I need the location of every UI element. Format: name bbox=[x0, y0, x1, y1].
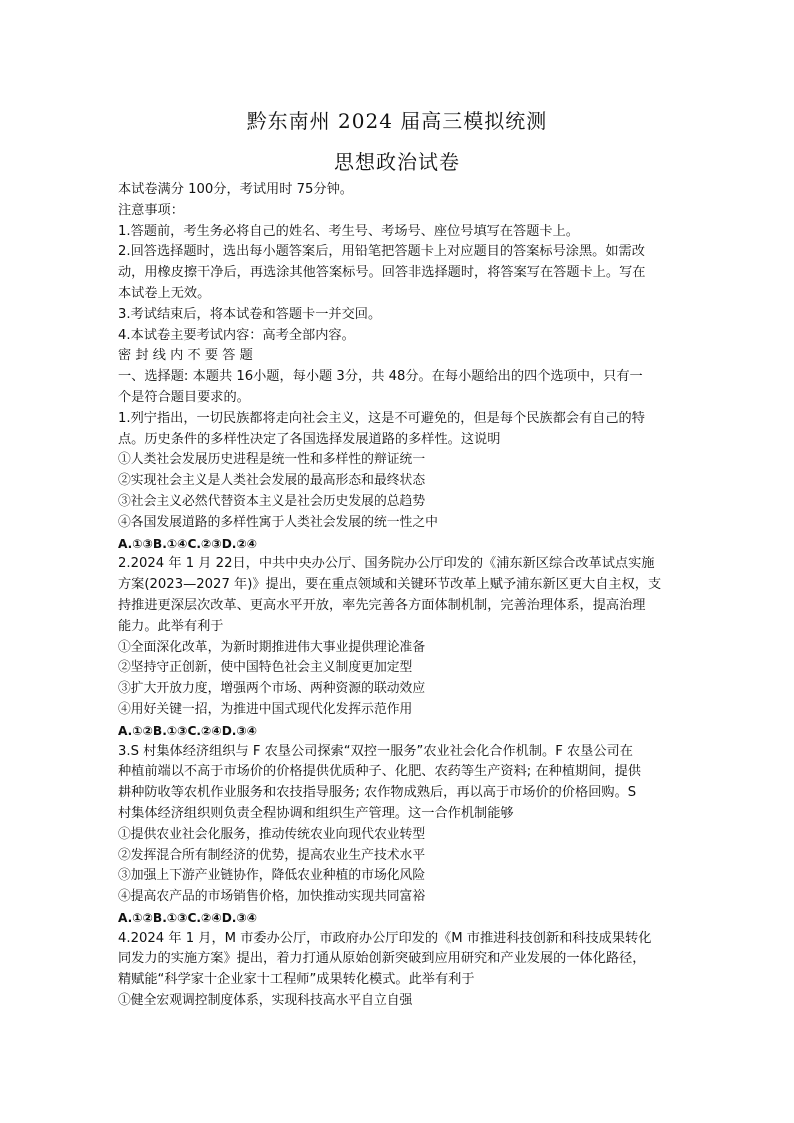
instruction-line: 本试卷满分 100分，考试用时 75分钟。 bbox=[118, 182, 353, 197]
question-option: ②实现社会主义是人类社会发展的最高形态和最终状态 bbox=[118, 473, 426, 489]
question-stem: 同发力的实施方案》提出，着力打通从原始创新突破到应用研究和产业发展的一体化路径， bbox=[118, 951, 646, 967]
exam-title: 黔东南州 2024 届高三模拟统测 bbox=[246, 109, 548, 133]
question-stem: 点。历史条件的多样性决定了各国选择发展道路的多样性。这说明 bbox=[118, 431, 501, 447]
instruction-line: 本试卷上无效。 bbox=[118, 285, 211, 301]
answer-choices: A.①②B.①③C.②④D.③④ bbox=[118, 723, 258, 738]
exam-body bbox=[118, 180, 678, 1012]
question-option: ③扩大开放力度，增强两个市场、两种资源的联动效应 bbox=[118, 681, 426, 697]
section-line: 个是符合题目要求的。 bbox=[118, 389, 250, 405]
question-option: ①健全宏观调控制度体系，实现科技高水平自立自强 bbox=[118, 993, 413, 1009]
question-stem: 种植前端以不高于市场价的价格提供优质种子、化肥、农药等生产资料; 在种植期间，提供 bbox=[118, 764, 641, 780]
question-option: ①人类社会发展历史进程是统一性和多样性的辩证统一 bbox=[118, 452, 426, 468]
section-heading bbox=[118, 367, 678, 409]
question-option: ①提供农业社会化服务，推动传统农业向现代农业转型 bbox=[118, 826, 426, 842]
question-option: ④各国发展道路的多样性寓于人类社会发展的统一性之中 bbox=[118, 514, 438, 530]
question-stem: 3.S 村集体经济组织与 F 农垦公司探索“双控一服务”农业社会化合作机制。F 农垦公司在 bbox=[118, 743, 633, 759]
question-stem: 精赋能“科学家十企业家十工程师”成果转化模式。此举有利于 bbox=[118, 972, 475, 988]
question-4 bbox=[118, 929, 678, 1012]
exam-subtitle: 思想政治试卷 bbox=[334, 150, 460, 174]
question-2 bbox=[118, 554, 678, 741]
question-option: ③社会主义必然代替资本主义是社会历史发展的总趋势 bbox=[118, 493, 426, 509]
instructions bbox=[118, 180, 678, 346]
question-option: ②坚持守正创新，使中国特色社会主义制度更加定型 bbox=[118, 660, 413, 676]
question-stem: 方案(2023—2027 年)》提出，要在重点领域和关键环节改革上赋予浦东新区更大自主权，支 bbox=[118, 577, 662, 593]
question-stem: 持推进更深层次改革、更高水平开放，率先完善各方面体制机制，完善治理体系，提高治理 bbox=[118, 597, 646, 613]
question-option: ③加强上下游产业链协作，降低农业种植的市场化风险 bbox=[118, 868, 426, 884]
question-option: ④提高农产品的市场销售价格，加快推动实现共同富裕 bbox=[118, 889, 426, 905]
question-stem: 4.2024 年 1 月，M 市委办公厅，市政府办公厅印发的《M 市推进科技创新和科技成果转化 bbox=[118, 930, 652, 946]
question-option: ②发挥混合所有制经济的优势，提高农业生产技术水平 bbox=[118, 847, 426, 863]
question-stem: 2.2024 年 1 月 22日，中共中央办公厅、国务院办公厅印发的《浦东新区综合改革试点实施 bbox=[118, 556, 655, 572]
instruction-line: 1.答题前，考生务必将自己的姓名、考生号、考场号、座位号填写在答题卡上。 bbox=[118, 223, 579, 239]
instruction-line: 注意事项： bbox=[118, 202, 184, 218]
instruction-line: 3.考试结束后，将本试卷和答题卡一并交回。 bbox=[118, 306, 382, 322]
instruction-line: 4.本试卷主要考试内容：高考全部内容。 bbox=[118, 327, 355, 343]
question-3 bbox=[118, 742, 678, 929]
answer-choices: A.①②B.①③C.②④D.③④ bbox=[118, 910, 258, 925]
question-option: ①全面深化改革，为新时期推进伟大事业提供理论准备 bbox=[118, 639, 426, 655]
question-option: ④用好关键一招，为推进中国式现代化发挥示范作用 bbox=[118, 701, 413, 717]
question-stem: 耕种防收等农机作业服务和农技指导服务; 农作物成熟后，再以高于市场价的价格回购。S bbox=[118, 785, 637, 801]
seal-line-notice: 密 封 线 内 不 要 答 题 bbox=[118, 348, 253, 364]
question-stem: 村集体经济组织则负责全程协调和组织生产管理。这一合作机制能够 bbox=[118, 805, 514, 821]
question-1 bbox=[118, 409, 678, 555]
question-stem: 1.列宁指出，一切民族都将走向社会主义，这是不可避免的，但是每个民族都会有自己的特 bbox=[118, 410, 645, 426]
question-stem: 能力。此举有利于 bbox=[118, 618, 224, 634]
answer-choices: A.①③B.①④C.②③D.②④ bbox=[118, 536, 258, 551]
section-line: 一、选择题: 本题共 16小题，每小题 3分，共 48分。在每小题给出的四个选项中，只有一 bbox=[118, 369, 643, 385]
instruction-line: 2.回答选择题时，选出每小题答案后，用铅笔把答题卡上对应题目的答案标号涂黑。如需改 bbox=[118, 244, 645, 260]
instruction-line: 动，用橡皮擦干净后，再选涂其他答案标号。回答非选择题时，将答案写在答题卡上。写在 bbox=[118, 265, 646, 281]
